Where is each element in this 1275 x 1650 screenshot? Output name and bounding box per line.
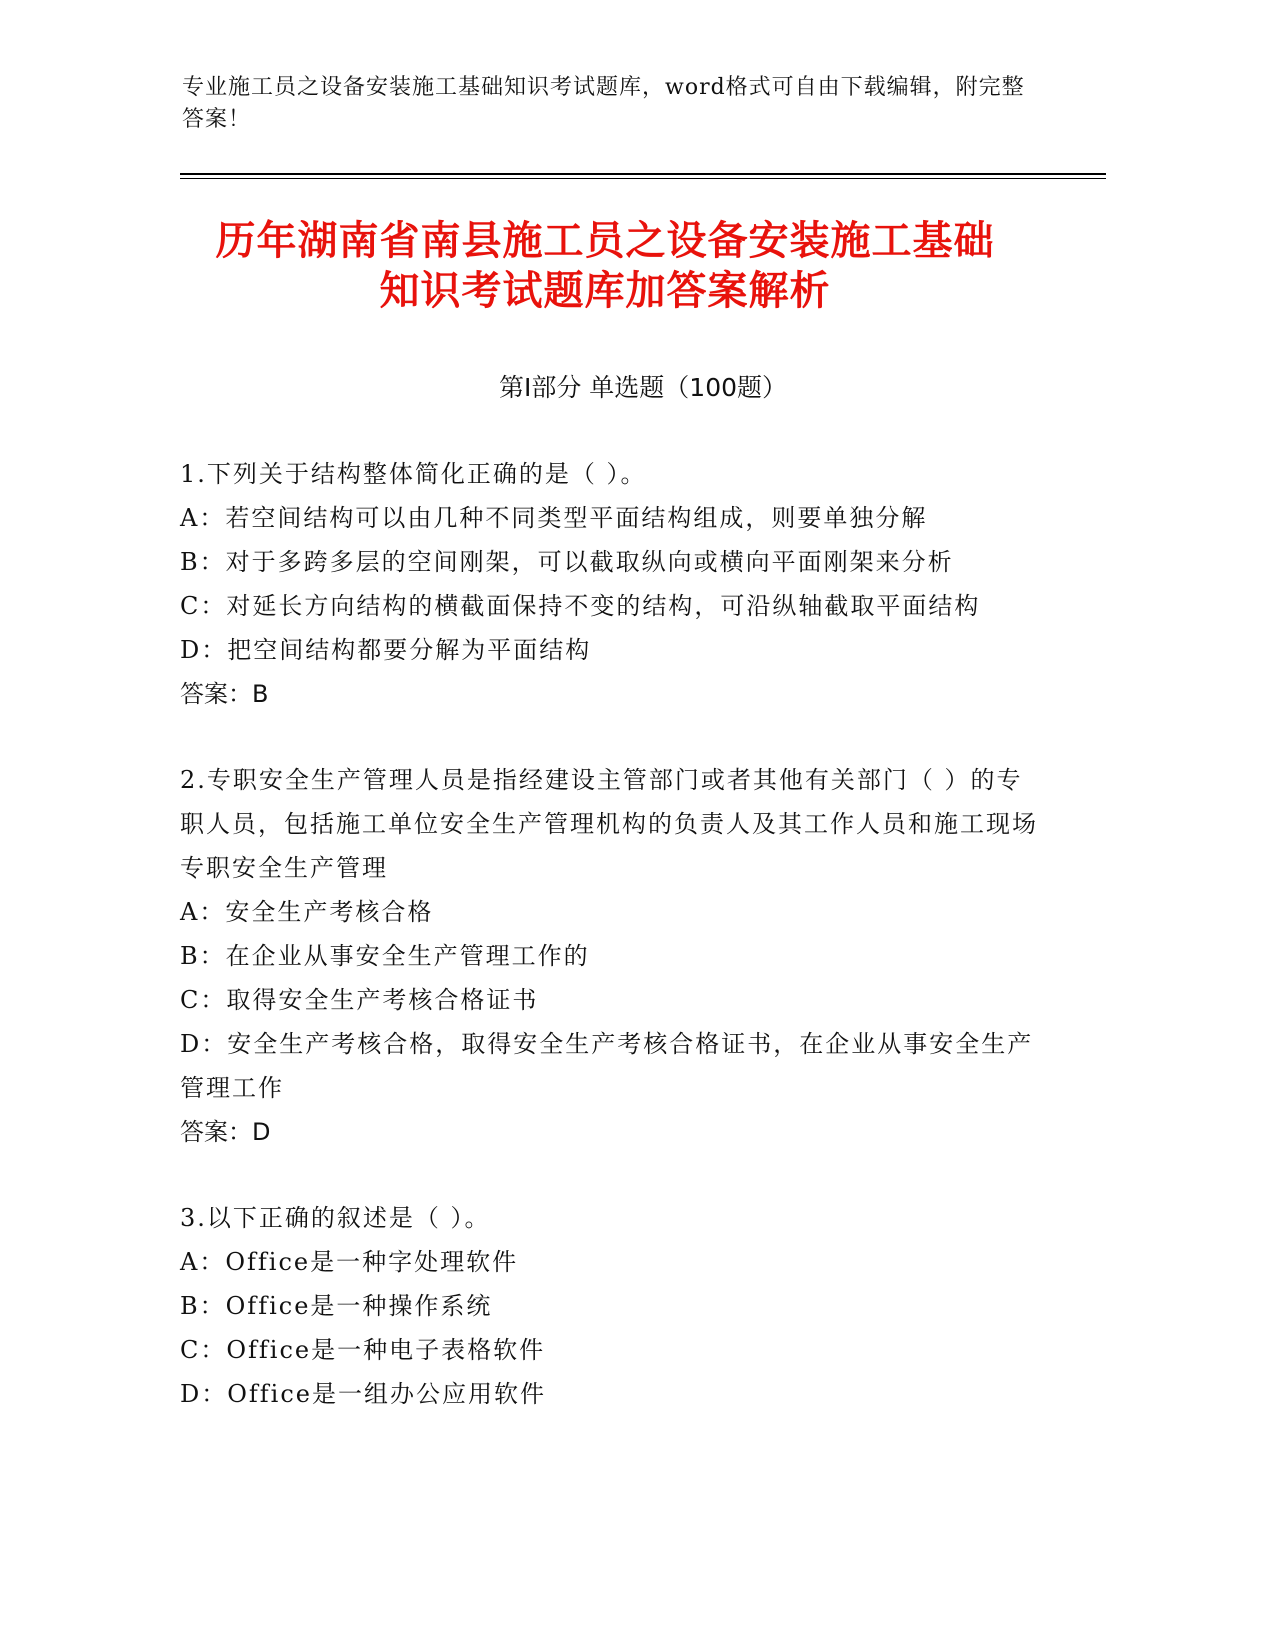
option-d: D：安全生产考核合格，取得安全生产考核合格证书，在企业从事安全生产管理工作 [180,1030,1034,1102]
option-b: B：对于多跨多层的空间刚架，可以截取纵向或横向平面刚架来分析 [180,548,954,576]
question-stem: 2.专职安全生产管理人员是指经建设主管部门或者其他有关部门（ ）的专职人员，包括施工单位安全生产管理机构的负责人及其工作人员和施工现场专职安全生产管理 [180,766,1038,882]
header-rule-thin [180,178,1106,179]
option-c: C：Office是一种电子表格软件 [180,1336,546,1364]
answer: 答案：B [180,680,269,708]
option-a: A：安全生产考核合格 [180,898,434,926]
question-1 [180,452,1040,716]
question-3 [180,1196,1040,1416]
header-rule-thick [180,173,1106,175]
option-b: B：在企业从事安全生产管理工作的 [180,942,590,970]
section-heading: 第Ⅰ部分 单选题（100题） [498,373,788,402]
title-line-2: 知识考试题库加答案解析 [379,268,831,314]
option-a: A：若空间结构可以由几种不同类型平面结构组成，则要单独分解 [180,504,928,532]
title-line-1: 历年湖南省南县施工员之设备安装施工基础 [215,218,995,264]
question-stem: 1.下列关于结构整体简化正确的是（ ）。 [180,460,647,488]
option-c: C：对延长方向结构的横截面保持不变的结构，可沿纵轴截取平面结构 [180,592,981,620]
question-stem: 3.以下正确的叙述是（ ）。 [180,1204,491,1232]
answer: 答案：D [180,1118,271,1146]
option-d: D：Office是一组办公应用软件 [180,1380,547,1408]
question-2 [180,758,1040,1154]
document-title [170,216,1040,316]
option-a: A：Office是一种字处理软件 [180,1248,519,1276]
question-list [180,452,1040,1458]
option-d: D：把空间结构都要分解为平面结构 [180,636,592,664]
option-c: C：取得安全生产考核合格证书 [180,986,539,1014]
option-b: B：Office是一种操作系统 [180,1292,493,1320]
header-note: 专业施工员之设备安装施工基础知识考试题库，word格式可自由下载编辑，附完整答案！ [182,75,1025,132]
